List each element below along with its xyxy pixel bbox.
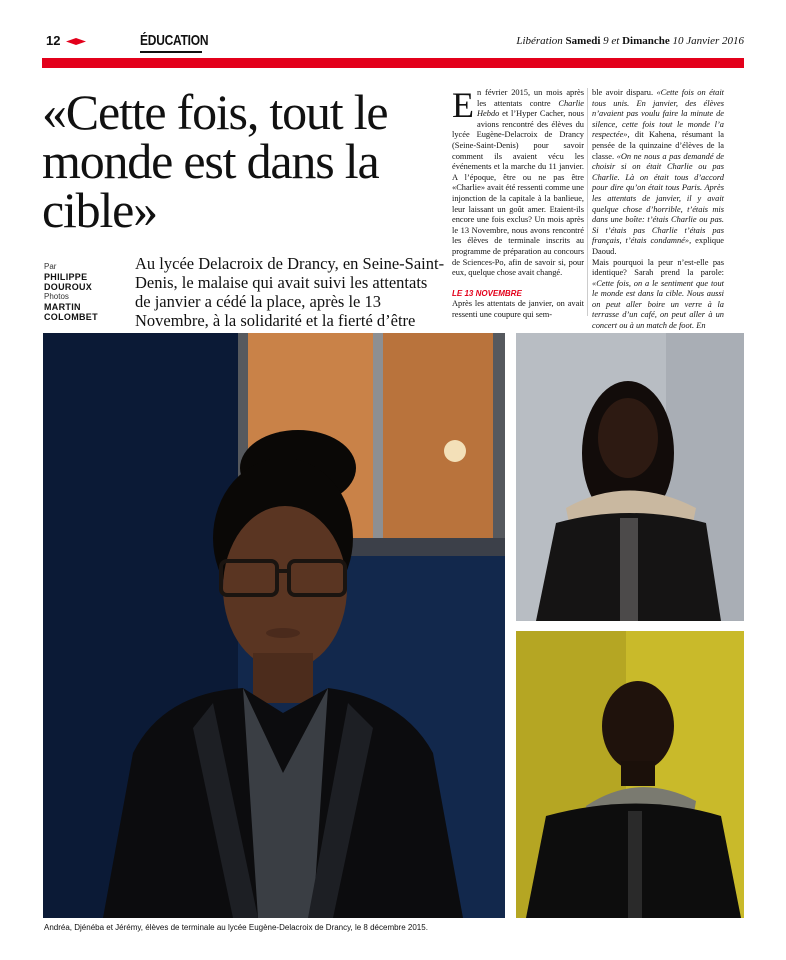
newspaper-name: Libération xyxy=(516,35,563,47)
byline-par: Par xyxy=(44,262,57,271)
headline: «Cette fois, tout le monde est dans la cible» xyxy=(42,84,388,238)
col1-text-a: n février 2015, un mois après les attentats contre xyxy=(477,88,584,108)
photographer-name: MARTIN COLOMBET xyxy=(44,302,98,322)
section-underline xyxy=(140,51,202,53)
portrait-photo-djeneba xyxy=(516,333,744,621)
section-title: ÉDUCATION xyxy=(140,32,209,49)
article-column-2 xyxy=(592,88,724,332)
col1-text-b: Charlie Hebdo xyxy=(477,98,584,119)
red-diamond-icon xyxy=(66,38,86,45)
byline-photos: Photos xyxy=(44,292,69,301)
col2-quote-2: «On ne nous a pas demandé de choisir si on était Charlie ou pas Charlie. Là on était tous d’accord pour dire qu’on était tous Paris. Après les attentats de janvier, il y avait quelque chose d’horrible, t’étais mis dans une boîte: t’étais Charlie ou pas. Si t’étais pas Charlie t’étais pas français, t’étais condamné» xyxy=(592,151,725,246)
date-rest: 10 Janvier 2016 xyxy=(669,35,744,47)
date-day1: Samedi xyxy=(565,35,601,47)
col2-text-a: ble avoir disparu. xyxy=(592,88,657,97)
drop-cap: E xyxy=(452,85,474,125)
main-photo xyxy=(43,333,505,918)
col2-quote-3: «Cette fois, on a le sentiment que tout le monde est dans la cible. Nous aussi on peut aller boire un verre à la terrasse d’un café, on peut aller à un concert ou à un match de foot. En xyxy=(592,278,724,331)
portrait-photo-jeremy xyxy=(516,631,744,918)
col2-quote-1: «Cette fois on était tous unis. En janvier, des élèves n’avaient pas voulu faire la minute de silence, cette fois tout le monde l’a respectée» xyxy=(592,88,724,140)
date-mid: 9 et xyxy=(600,35,623,47)
article-column-1 xyxy=(452,85,584,279)
author-name: PHILIPPE DOUROUX xyxy=(44,272,93,292)
byline xyxy=(44,262,124,322)
col2-text-c: , dit Kahena, résumant la pensée de la quinzaine d’élèves de la classe. xyxy=(592,130,724,161)
column-rule xyxy=(587,88,588,316)
col1-text-c: et l’Hyper Cacher, nous avions rencontré des élèves du lycée Eugène-Delacroix de Drancy (Seine-Saint-Denis) pour savoir comment ils avaient vécu les événements et la marche du 11 janvier. A l’époque, être ou ne pas être «Charlie» avait été ressenti comme une injonction de la capitale à la banlieue, leur laissant un goût amer. Etaient-ils encore une fois exclus? Un mois après le 13 Novembre, nous avons rencontré les élèves de terminale inscrits au programme de préparation au concours de Sciences-Po, afin de savoir si, pour eux, quelque chose avait changé. xyxy=(452,109,584,278)
red-banner xyxy=(42,58,744,68)
page-number: 12 xyxy=(46,33,61,48)
article-column-1-continued: Après les attentats de janvier, on avait ressenti une coupure qui sem- xyxy=(452,299,584,319)
date-day2: Dimanche xyxy=(622,35,670,47)
lede: Au lycée Delacroix de Drancy, en Seine-Saint-Denis, le malaise qui avait suivi les attentats de janvier a cédé la place, après le 13 Novembre, à la solidarité et la fierté d’être xyxy=(135,254,445,330)
photo-caption: Andréa, Djénéba et Jérémy, élèves de terminale au lycée Eugène-Delacroix de Drancy, le 8 décembre 2015. xyxy=(44,923,428,932)
subhead: LE 13 NOVEMBRE xyxy=(452,289,522,298)
col2-text-e: , explique Daoud. xyxy=(592,236,724,256)
dateline xyxy=(516,35,744,47)
col2-text-f: Mais pourquoi la peur n’est-elle pas identique? Sarah prend la parole: xyxy=(592,257,724,278)
